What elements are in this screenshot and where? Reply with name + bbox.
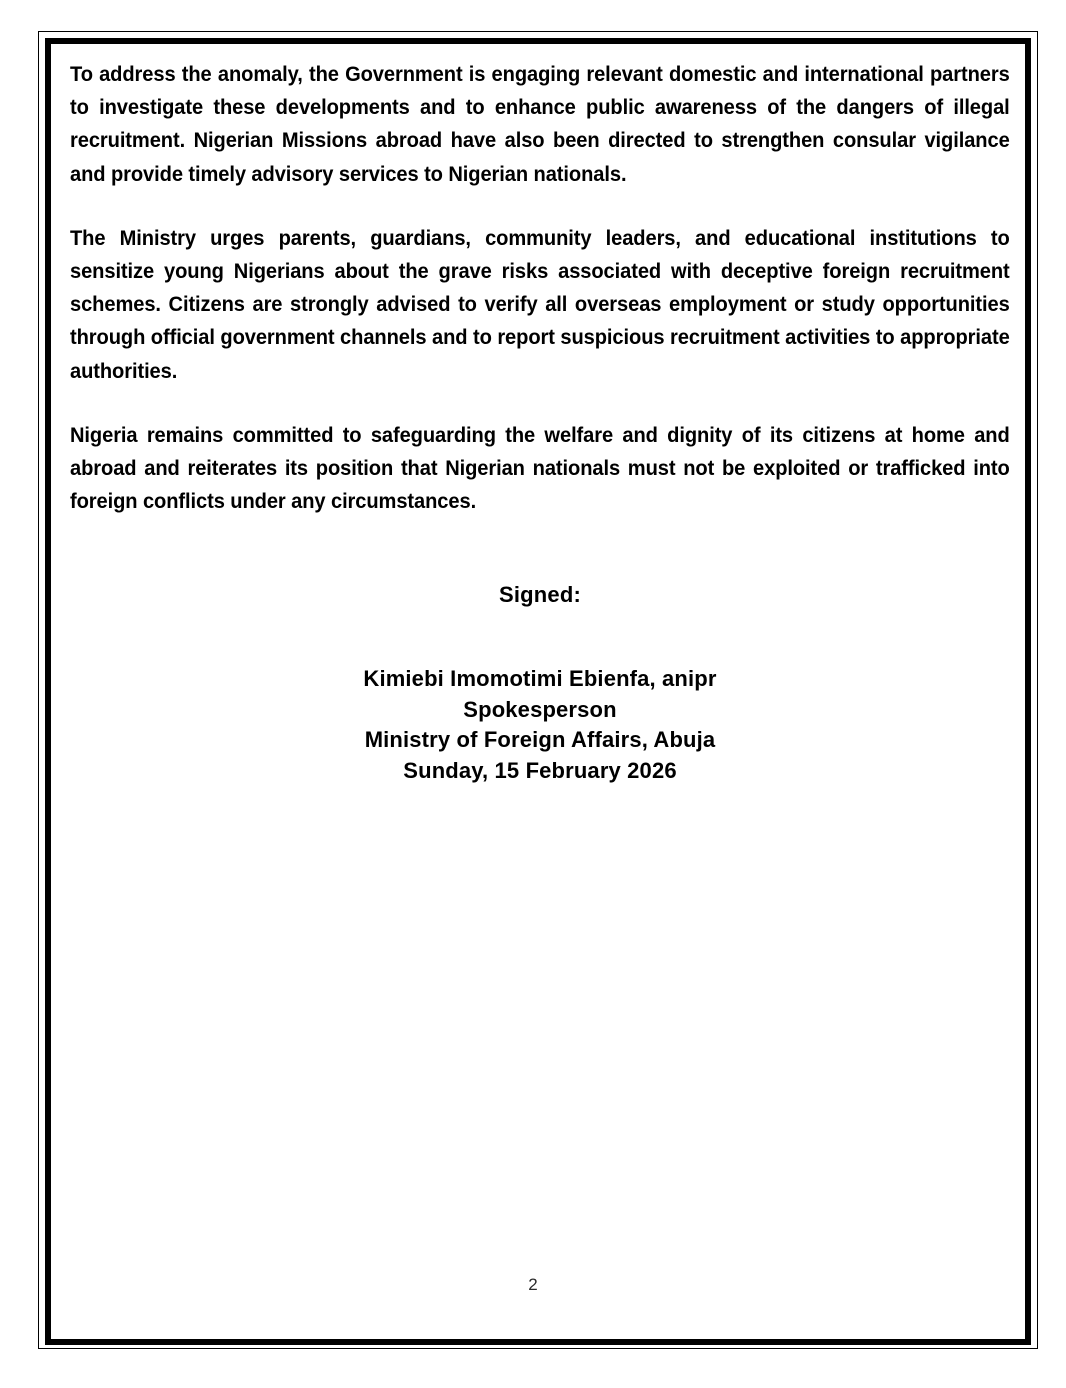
signature-block bbox=[70, 580, 1010, 786]
body-paragraph-2: The Ministry urges parents, guardians, community leaders, and educational institutions to sensitize young Nigerians about the grave risks associated with deceptive foreign recruitment schemes. Citizens are strongly advised to verify all overseas employment or study opportunities through official government channels and to report suspicious recruitment activities to appropriate authorities. bbox=[70, 225, 1010, 383]
page-number: 2 bbox=[528, 1275, 538, 1294]
signatory-title: Spokesperson bbox=[463, 696, 617, 722]
body-paragraph-1: To address the anomaly, the Government is engaging relevant domestic and international partners to investigate these developments and to enhance public awareness of the dangers of illegal recruitment. Nigerian Missions abroad have also been directed to strengthen consular vigilance and provide timely advisory services to Nigerian nationals. bbox=[70, 62, 1010, 186]
signatory-date: Sunday, 15 February 2026 bbox=[403, 757, 677, 783]
document-content bbox=[70, 58, 1010, 786]
signatory-name: Kimiebi Imomotimi Ebienfa, anipr bbox=[363, 666, 717, 692]
signatory-organization: Ministry of Foreign Affairs, Abuja bbox=[364, 727, 716, 753]
body-paragraph-3: Nigeria remains committed to safeguarding the welfare and dignity of its citizens at home and abroad and reiterates its position that Nigerian nationals must not be exploited or trafficked into foreign conflicts under any circumstances. bbox=[70, 422, 1010, 514]
signed-label: Signed: bbox=[498, 582, 582, 608]
